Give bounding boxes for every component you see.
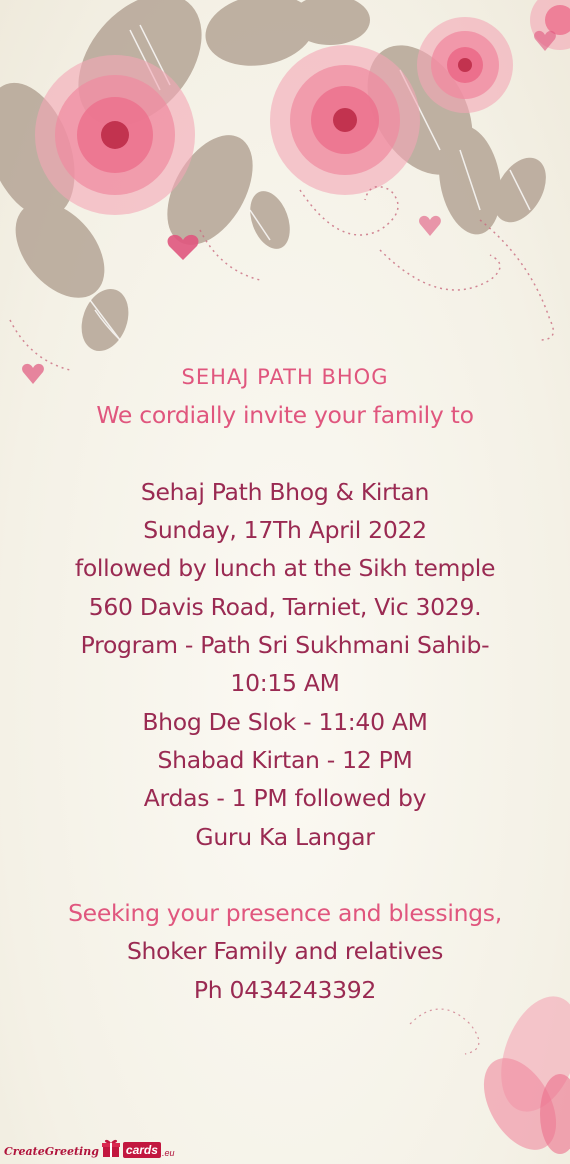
- flower-decoration: [469, 986, 570, 1163]
- logo-text: CreateGreeting: [4, 1145, 99, 1158]
- gift-icon: [100, 1138, 122, 1158]
- event-name: Sehaj Path Bhog & Kirtan: [140, 477, 430, 506]
- floral-decoration-top: [0, 0, 570, 400]
- logo-text: cards: [123, 1142, 161, 1158]
- program-line: Guru Ka Langar: [195, 822, 375, 851]
- event-address: 560 Davis Road, Tarniet, Vic 3029.: [88, 592, 482, 621]
- logo-text: .eu: [161, 1148, 175, 1158]
- event-date: Sunday, 17Th April 2022: [143, 516, 427, 545]
- program-line: Bhog De Slok - 11:40 AM: [142, 707, 428, 736]
- closing-line: Shoker Family and relatives: [126, 937, 444, 966]
- program-line: Program - Path Sri Sukhmani Sahib-: [80, 631, 490, 660]
- program-line: 10:15 AM: [230, 669, 340, 698]
- site-logo[interactable]: [4, 1134, 174, 1158]
- invitation-text: [0, 358, 570, 1009]
- invitation-title: SEHAJ PATH BHOG: [181, 365, 389, 389]
- phone-number: Ph 0434243392: [193, 975, 377, 1004]
- program-line: Ardas - 1 PM followed by: [143, 784, 427, 813]
- invitation-intro: We cordially invite your family to: [96, 401, 474, 430]
- event-lunch: followed by lunch at the Sikh temple: [74, 554, 496, 583]
- program-line: Shabad Kirtan - 12 PM: [157, 745, 413, 774]
- closing-line: Seeking your presence and blessings,: [68, 899, 502, 928]
